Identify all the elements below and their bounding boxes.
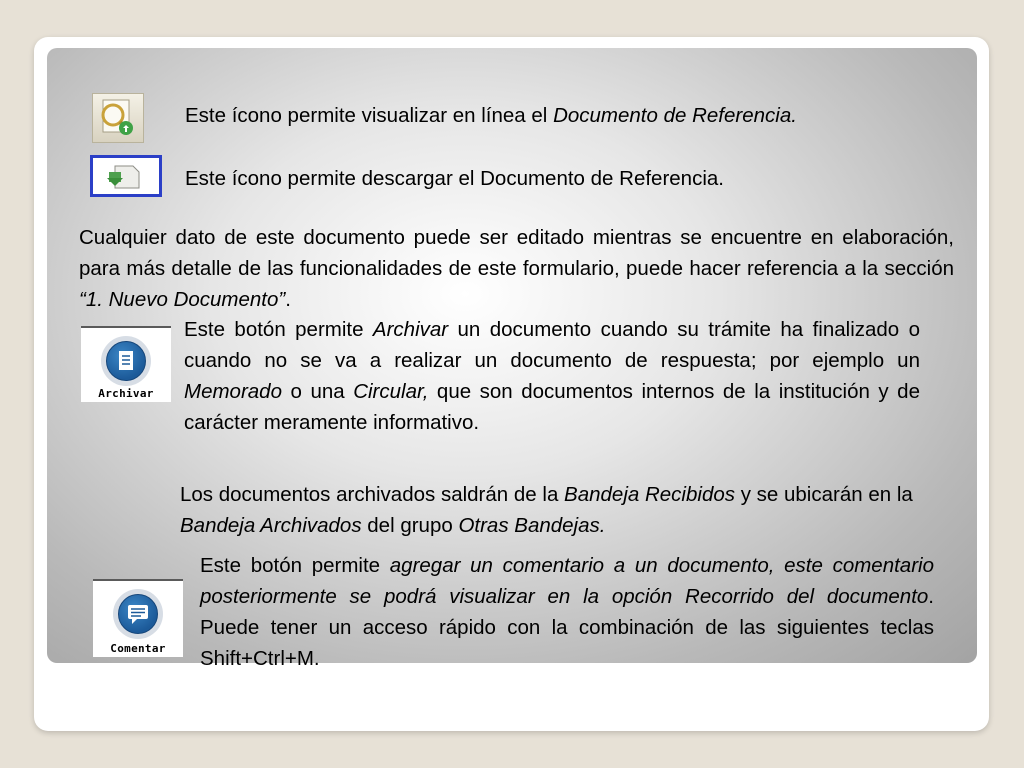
comentar-button-label: Comentar (110, 642, 166, 655)
archivar-button[interactable] (81, 326, 171, 402)
magnifier-icon (93, 94, 143, 142)
archivar-circle-inner (106, 341, 146, 381)
comentar-circle (113, 589, 163, 639)
archivar-description: Este botón permite Archivar un documento cuando su trámite ha finalizado o cuando no se va a realizar un documento de respuesta; por ejemplo un Memorado o una Circular, que son documentos internos de la institución y de carácter meramente informativo. (184, 318, 921, 434)
comentar-description: Este botón permite agregar un comentario a un documento, este comentario posteriormente se podrá visualizar en la opción Recorrido del documento. Puede tener un acceso rápido con la combinación de las siguientes teclas Shift+Ctrl+M. (200, 554, 934, 670)
edit-paragraph: Cualquier dato de este documento puede ser editado mientras se encuentre en elaboración, para más detalle de las funcionalidades de este formulario, puede hacer referencia a la sección “1. Nuevo Documento”. (79, 226, 954, 311)
comentar-circle-inner (118, 594, 158, 634)
comentar-button[interactable] (93, 579, 183, 657)
archive-document-icon (107, 342, 145, 380)
download-icon (93, 158, 159, 194)
archivar-button-label: Archivar (98, 387, 154, 400)
download-document-icon[interactable] (90, 155, 162, 197)
view-document-icon[interactable] (92, 93, 144, 143)
view-icon-description: Este ícono permite visualizar en línea el Documento de Referencia. (185, 104, 797, 127)
download-icon-description: Este ícono permite descargar el Documento de Referencia. (185, 167, 724, 190)
comment-bubble-icon (119, 595, 157, 633)
archived-note: Los documentos archivados saldrán de la Bandeja Recibidos y se ubicarán en la Bandeja Archivados del grupo Otras Bandejas. (180, 483, 913, 537)
archivar-circle (101, 336, 151, 386)
